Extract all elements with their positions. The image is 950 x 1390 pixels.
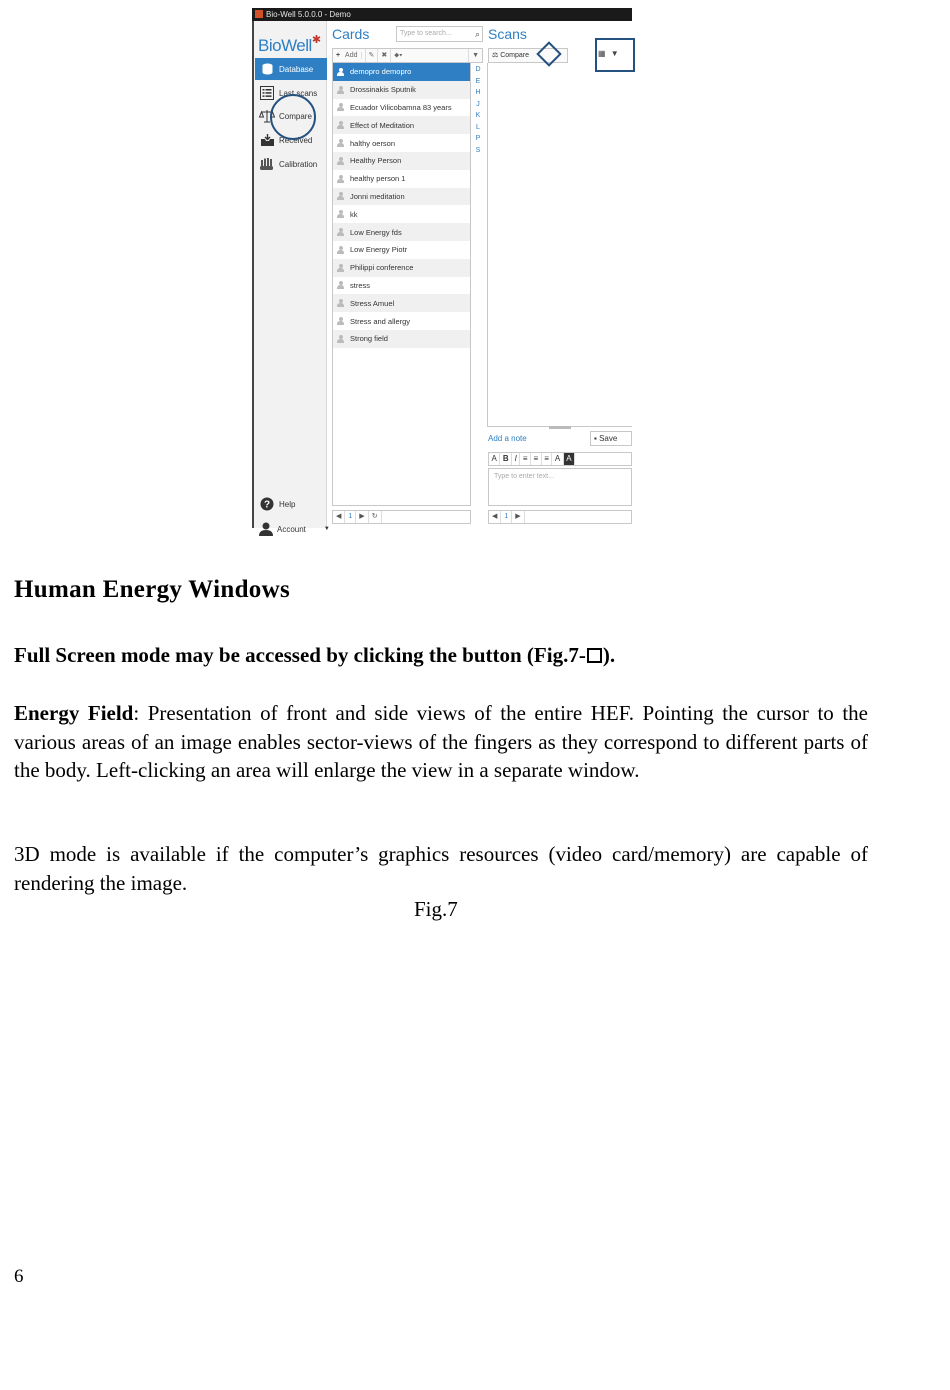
sidebar-item-calibration[interactable] [255, 153, 327, 175]
fullscreen-text: Full Screen mode may be accessed by clicking the button (Fig.7- [14, 643, 586, 667]
cards-pager [332, 510, 471, 524]
next-page-icon[interactable]: ▶ [356, 511, 368, 523]
prev-page-icon[interactable]: ◀ [333, 511, 345, 523]
sidebar-item-label: Database [279, 64, 314, 74]
card-name: Stress Amuel [350, 298, 395, 308]
person-icon [337, 157, 344, 165]
sidebar-item-label: Help [279, 499, 296, 509]
person-icon [337, 281, 344, 289]
card-name: Low Energy fds [350, 227, 402, 237]
scans-pager [488, 510, 632, 524]
person-icon [337, 246, 344, 254]
list-item[interactable] [333, 188, 470, 206]
tag-icon[interactable]: ⬥▾ [394, 52, 403, 59]
card-name: kk [350, 209, 358, 219]
highlight-color-icon[interactable]: A [564, 453, 575, 465]
refresh-icon[interactable]: ↻ [369, 511, 382, 523]
biowell-logo [258, 33, 321, 56]
fullscreen-text-end: ). [602, 643, 616, 667]
prev-page-icon[interactable]: ◀ [489, 511, 501, 523]
sidebar-item-label: Last scans [279, 88, 318, 98]
help-icon [259, 497, 275, 511]
alphabet-letter[interactable]: J [476, 100, 480, 108]
list-icon [259, 86, 275, 100]
logo-star-icon: ✱ [311, 34, 321, 46]
cards-search-input[interactable] [396, 26, 483, 42]
list-item[interactable] [333, 277, 470, 295]
scans-area [487, 63, 632, 427]
align-center-icon[interactable]: ≡ [531, 453, 542, 465]
window-title: Bio-Well 5.0.0.0 - Demo [266, 10, 351, 19]
page-number: 6 [14, 1266, 24, 1287]
cards-title: Cards [332, 26, 370, 42]
person-icon [337, 175, 344, 183]
page-number[interactable]: 1 [345, 511, 356, 523]
sidebar-item-database[interactable] [255, 58, 327, 80]
card-name: Low Energy Piotr [350, 245, 408, 255]
align-left-icon[interactable]: ≡ [520, 453, 531, 465]
chevron-down-icon: ▼ [323, 526, 330, 532]
search-icon: ⌕ [474, 29, 480, 39]
calendar-icon[interactable]: ▦ [598, 49, 606, 58]
app-screenshot-figure [252, 8, 632, 534]
sidebar-item-label: Account [277, 524, 306, 534]
sidebar-item-label: Received [279, 135, 313, 145]
card-name: halthy oerson [350, 138, 396, 148]
compare-label: Compare [500, 52, 530, 59]
list-item[interactable] [333, 81, 470, 99]
sidebar-item-help[interactable] [255, 493, 327, 515]
format-toolbar [488, 452, 632, 466]
list-item[interactable] [333, 99, 470, 117]
sidebar-item-label: Compare [279, 111, 312, 121]
list-item[interactable] [333, 259, 470, 277]
alphabet-letter[interactable]: K [475, 112, 481, 119]
card-name: Ecuador Vilicobamna 83 years [350, 102, 452, 112]
card-name: stress [350, 280, 371, 290]
list-item[interactable] [333, 170, 470, 188]
calibration-hand-icon [259, 157, 275, 171]
scans-title: Scans [488, 26, 527, 42]
card-name: Jonni meditation [350, 191, 405, 201]
energy-field-term: Energy Field [14, 701, 134, 725]
person-icon [337, 299, 344, 307]
add-card-button[interactable]: + Add [333, 49, 366, 62]
scans-toolbar [488, 48, 632, 63]
window-title-bar [252, 8, 632, 21]
card-name: Healthy Person [350, 156, 402, 166]
list-item[interactable] [333, 312, 470, 330]
card-name: Drossinakis Sputnik [350, 85, 416, 95]
person-icon [337, 192, 344, 200]
next-page-icon[interactable]: ▶ [512, 511, 524, 523]
list-item[interactable] [333, 152, 470, 170]
card-name: Stress and allergy [350, 316, 411, 326]
alphabet-letter[interactable]: H [475, 89, 481, 96]
person-icon [337, 103, 344, 111]
alphabet-letter[interactable]: E [475, 77, 481, 85]
inbox-icon [259, 133, 275, 147]
person-icon [337, 228, 344, 236]
sidebar-item-label: Calibration [279, 159, 318, 169]
save-label: Save [599, 434, 618, 443]
list-item[interactable] [333, 330, 470, 348]
energy-field-description: : Presentation of front and side views of the entire HEF. Pointing the cursor to the various areas of an image enables sector-views of the fingers as they correspond to different parts of the body. Left-clicking an area will enlarge the view in a separate window. [14, 701, 868, 782]
person-icon [337, 86, 344, 94]
svg-text:?: ? [263, 499, 271, 511]
bold-icon[interactable]: B [500, 453, 512, 465]
scales-icon: ⚖ [492, 52, 499, 59]
note-placeholder: Type to enter text... [494, 473, 554, 480]
edit-icon[interactable]: ✎ [366, 49, 379, 62]
list-item[interactable] [333, 63, 470, 81]
database-icon [259, 62, 275, 76]
scans-tools [598, 49, 619, 58]
person-icon [337, 335, 344, 343]
list-item[interactable] [333, 134, 470, 152]
app-icon [255, 10, 263, 18]
font-color-icon[interactable]: A [552, 453, 563, 465]
add-note-link[interactable]: Add a note [488, 434, 527, 443]
fullscreen-square-icon [587, 648, 602, 663]
card-name: Philippi conference [350, 263, 414, 273]
floppy-icon: ▪ [594, 434, 597, 443]
three-d-paragraph: 3D mode is available if the computer’s graphics resources (video card/memory) are capable of rendering the image. [14, 842, 868, 895]
cards-toolbar [332, 48, 483, 63]
section-heading: Human Energy Windows [14, 576, 290, 603]
alphabet-letter[interactable]: P [475, 135, 481, 142]
list-item[interactable] [333, 241, 470, 259]
card-name: healthy person 1 [350, 174, 406, 184]
fullscreen-paragraph [14, 641, 868, 670]
figure-caption: Fig.7 [414, 897, 458, 921]
person-icon [337, 210, 344, 218]
alphabet-letter[interactable]: D [475, 66, 481, 73]
alphabet-letter[interactable]: L [476, 123, 480, 131]
card-name: demopro demopro [350, 67, 412, 77]
align-right-icon[interactable]: ≡ [542, 453, 553, 465]
card-name: Strong field [350, 334, 388, 344]
splitter-handle[interactable] [549, 426, 571, 429]
italic-icon[interactable]: I [512, 453, 520, 465]
filter-icon[interactable]: ▼ [468, 49, 482, 62]
alphabet-letter[interactable]: S [475, 146, 481, 154]
card-name: Effect of Meditation [350, 120, 415, 130]
note-textarea[interactable] [488, 468, 632, 506]
save-button[interactable] [590, 431, 632, 446]
cards-list [332, 63, 471, 506]
compare-highlight-circle [270, 94, 316, 140]
person-icon [337, 264, 344, 272]
search-placeholder: Type to search... [400, 30, 452, 37]
person-icon [337, 68, 344, 76]
alphabet-index [473, 64, 483, 156]
energy-field-paragraph [14, 699, 868, 785]
list-item[interactable] [333, 116, 470, 134]
person-icon [337, 317, 344, 325]
person-icon [337, 121, 344, 129]
sidebar-item-account[interactable] [255, 518, 330, 540]
font-icon[interactable]: A [489, 453, 500, 465]
user-icon [259, 522, 273, 536]
page-number[interactable]: 1 [501, 511, 512, 523]
logo-text: BioWell [258, 36, 312, 55]
list-item[interactable] [333, 294, 470, 312]
list-item[interactable] [333, 223, 470, 241]
person-icon [337, 139, 344, 147]
delete-icon[interactable]: ✖ [378, 49, 391, 62]
list-item[interactable] [333, 205, 470, 223]
add-label: Add [342, 52, 361, 59]
filter-icon[interactable]: ▼ [610, 49, 619, 58]
